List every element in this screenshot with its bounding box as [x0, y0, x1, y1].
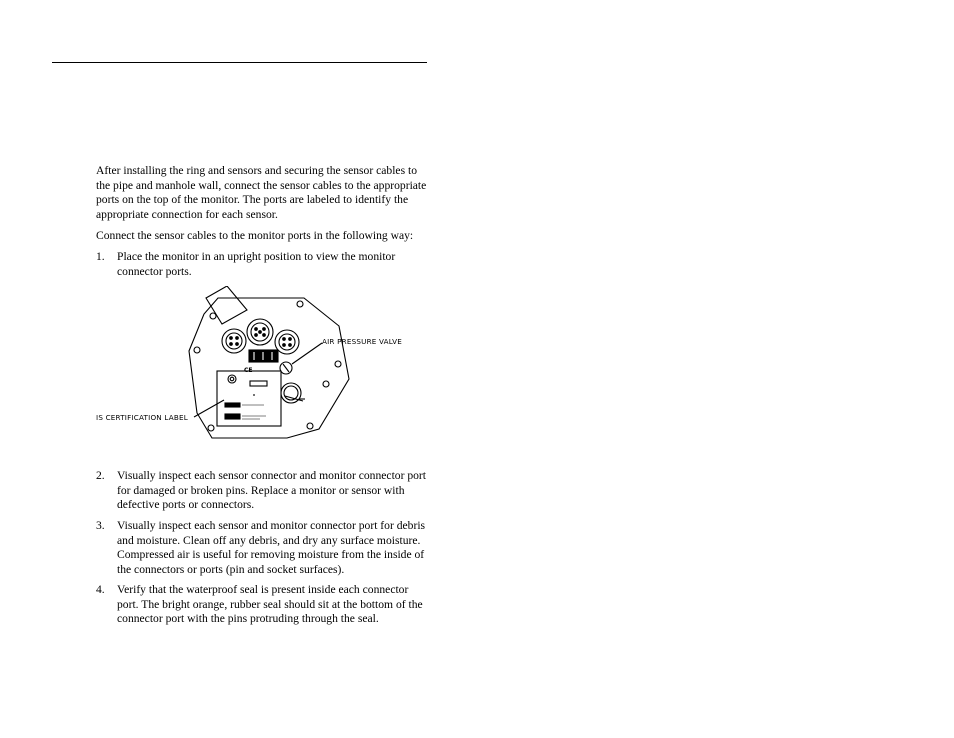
step-number: 2. [96, 469, 105, 482]
callout-is-certification-label: IS CERTIFICATION LABEL [96, 413, 188, 422]
monitor-top-diagram [94, 286, 430, 448]
bolt-hole-icon [335, 361, 341, 367]
step-number: 4. [96, 583, 105, 596]
header-rule [52, 62, 427, 63]
bolt-hole-icon [297, 301, 303, 307]
step-text: Visually inspect each sensor and monitor connector port for debris and moisture. Clean off any debris, and dry any surface moisture. Compressed air is useful for removing moisture from the inside of the connectors or ports (pin and socket surfaces). [117, 519, 426, 576]
plate-mark: CE [244, 367, 253, 374]
step-text: Visually inspect each sensor connector and monitor connector port for damaged or broken pins. Replace a monitor or sensor with defective ports or connectors. [117, 469, 427, 512]
bolt-hole-icon [307, 423, 313, 429]
connector-port-left [222, 329, 246, 353]
step-text: Verify that the waterproof seal is present inside each connector port. The bright orange, rubber seal should sit at the bottom of the connector port with the pins protruding through the seal. [117, 583, 423, 626]
monitor-top-drawing [94, 286, 430, 448]
intro-paragraph: After installing the ring and sensors and securing the sensor cables to the pipe and manhole wall, connect the sensor cables to the appropriate ports on the top of the monitor. The ports are labeled to identify the appropriate connection for each sensor. [96, 164, 427, 221]
step-text: Place the monitor in an upright position to view the monitor connector ports. [117, 250, 396, 278]
step-number: 1. [96, 250, 105, 263]
bolt-hole-icon [210, 313, 216, 319]
callout-air-pressure-valve: AIR PRESSURE VALVE [322, 337, 403, 346]
step-number: 3. [96, 519, 105, 532]
bolt-hole-icon [323, 381, 329, 387]
connector-port-center [247, 319, 273, 345]
connector-port-right [275, 330, 299, 354]
bolt-hole-icon [194, 347, 200, 353]
bolt-hole-icon [208, 425, 214, 431]
lead-paragraph: Connect the sensor cables to the monitor ports in the following way: [96, 229, 414, 242]
